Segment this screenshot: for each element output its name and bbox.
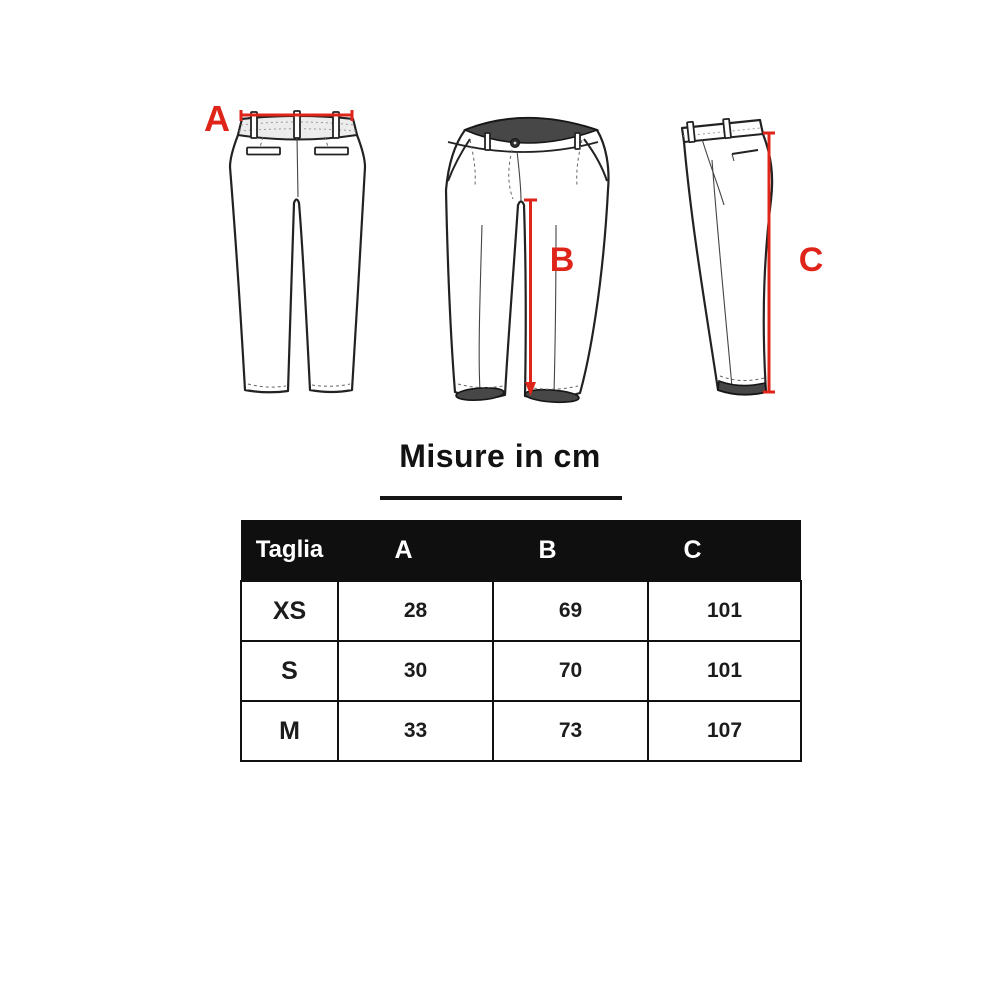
table-row-m	[241, 701, 801, 761]
measurement-label-c: C	[798, 241, 824, 279]
value-cell: 69	[493, 581, 648, 641]
measurement-label-a: A	[204, 98, 230, 139]
table-row-s	[241, 641, 801, 701]
header-c: C	[648, 520, 801, 581]
pants-back-view-illustration	[222, 100, 372, 405]
size-table	[240, 520, 802, 762]
size-cell: S	[241, 641, 338, 701]
title-underline	[380, 496, 622, 500]
value-cell: 101	[648, 641, 801, 701]
table-row-xs	[241, 581, 801, 641]
value-cell: 30	[338, 641, 493, 701]
value-cell: 101	[648, 581, 801, 641]
value-cell: 70	[493, 641, 648, 701]
pants-side-view-illustration	[668, 110, 783, 400]
header-taglia: Taglia	[241, 520, 338, 581]
table-header-row	[241, 520, 801, 581]
header-b: B	[493, 520, 648, 581]
value-cell: 73	[493, 701, 648, 761]
measurement-label-b: B	[549, 241, 575, 279]
pants-front-view-illustration	[440, 105, 610, 410]
size-cell: M	[241, 701, 338, 761]
header-a: A	[338, 520, 493, 581]
waist-button	[511, 139, 520, 148]
size-cell: XS	[241, 581, 338, 641]
value-cell: 28	[338, 581, 493, 641]
value-cell: 33	[338, 701, 493, 761]
value-cell: 107	[648, 701, 801, 761]
page-title: Misure in cm	[399, 438, 601, 474]
